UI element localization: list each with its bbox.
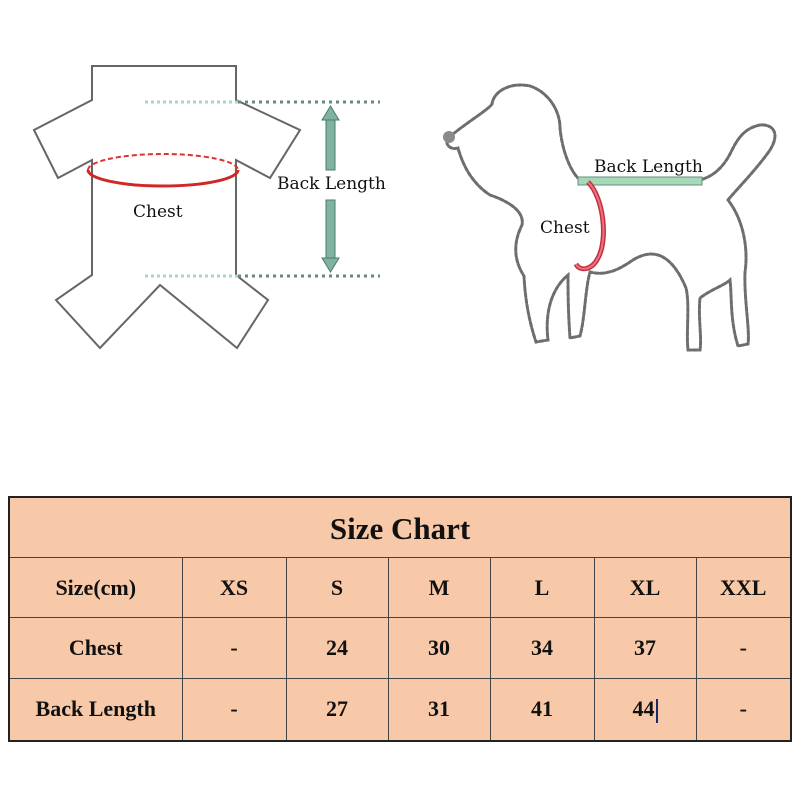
- header-cell: S: [286, 558, 388, 618]
- header-cell: XL: [594, 558, 696, 618]
- header-cell: XS: [182, 558, 286, 618]
- row-label: Chest: [10, 618, 182, 679]
- table-cell: 31: [388, 678, 490, 740]
- table-cell: -: [182, 618, 286, 679]
- table-cell: 41: [490, 678, 594, 740]
- garment-back-length-label: Back Length: [277, 174, 386, 194]
- header-cell: Size(cm): [10, 558, 182, 618]
- garment-chest-label: Chest: [133, 202, 183, 222]
- text-cursor: [656, 699, 658, 723]
- header-cell: M: [388, 558, 490, 618]
- size-chart-table: [10, 558, 790, 740]
- table-header-row: [10, 558, 790, 618]
- table-row: [10, 618, 790, 679]
- table-cell: 30: [388, 618, 490, 679]
- size-chart-title: Size Chart: [10, 498, 790, 558]
- dog-outline: [447, 85, 775, 350]
- dog-back-length-label: Back Length: [594, 157, 703, 177]
- dog-chest-label: Chest: [540, 218, 590, 238]
- dog-back-length-bar: [578, 177, 702, 185]
- header-cell: L: [490, 558, 594, 618]
- table-cell: 27: [286, 678, 388, 740]
- row-label: Back Length: [10, 678, 182, 740]
- table-cell: -: [696, 618, 790, 679]
- table-cell-value: 44: [632, 695, 655, 721]
- size-chart: [8, 496, 792, 742]
- table-row: [10, 678, 790, 740]
- table-cell: 24: [286, 618, 388, 679]
- dog-nose: [443, 131, 455, 143]
- garment-chest-ellipse: [88, 154, 238, 186]
- table-cell: 37: [594, 618, 696, 679]
- table-cell: -: [696, 678, 790, 740]
- table-cell: 34: [490, 618, 594, 679]
- table-cell-with-caret[interactable]: [594, 678, 696, 740]
- table-cell: -: [182, 678, 286, 740]
- header-cell: XXL: [696, 558, 790, 618]
